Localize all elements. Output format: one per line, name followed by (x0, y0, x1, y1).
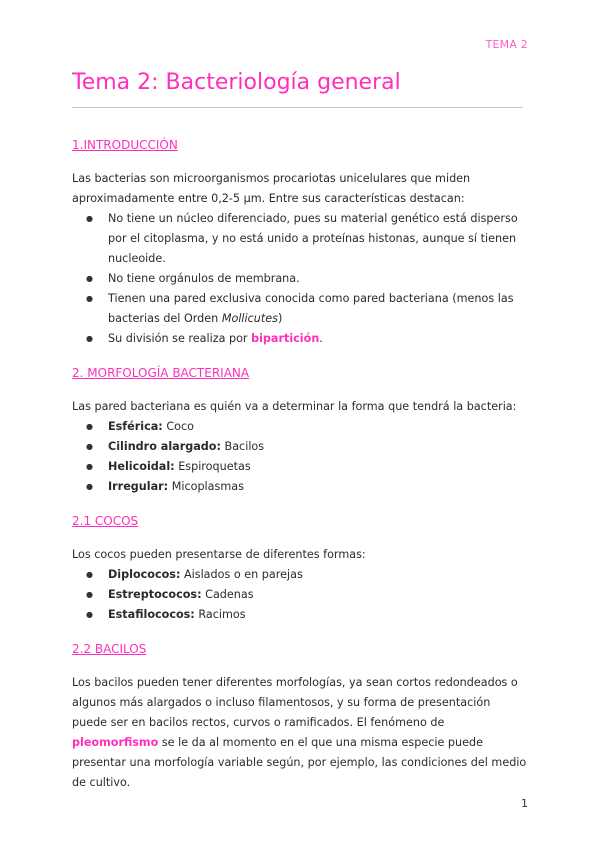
list-item (72, 437, 527, 457)
list-item-term: Esférica: (108, 420, 163, 433)
list-item-text: Tienen una pared exclusiva conocida como pared bacteriana (menos las bacterias del Orden (108, 292, 514, 325)
list-item-text: Cadenas (201, 588, 254, 601)
list-item-term: Helicoidal: (108, 460, 175, 473)
list-item-text: Aislados o en parejas (180, 568, 303, 581)
bacilos-paragraph (72, 673, 527, 793)
intro-bullet-list (72, 209, 527, 349)
page-number: 1 (521, 797, 528, 810)
list-item-term: Cilindro alargado: (108, 440, 221, 453)
list-item-term: Estafilococos: (108, 608, 195, 621)
intro-paragraph: Las bacterias son microorganismos procariotas unicelulares que miden aproximadamente entre 0,2-5 µm. Entre sus características destacan: (72, 172, 471, 205)
header-tag: TEMA 2 (485, 38, 528, 51)
list-item-text: Coco (162, 420, 194, 433)
section-heading-cocos: 2.1 COCOS (72, 514, 139, 528)
list-item-text: . (319, 332, 323, 345)
list-item-italic: Mollicutes (221, 312, 278, 325)
highlight-term: bipartición (251, 332, 320, 345)
section-heading-bacilos: 2.2 BACILOS (72, 642, 147, 656)
list-item-text: Racimos (194, 608, 246, 621)
paragraph-text: Los bacilos pueden tener diferentes morfologías, ya sean cortos redondeados o algunos más alargados o incluso filamentosos, y su forma de presentación puede ser en bacilos rectos, curvos o ramificados. El fenómeno de (72, 676, 518, 729)
list-item (72, 457, 527, 477)
list-item-text: Su división se realiza por (108, 332, 252, 345)
list-item-term: Estreptococos: (108, 588, 202, 601)
highlight-term: pleomorfismo (72, 736, 159, 749)
list-item-text: Micoplasmas (168, 480, 244, 493)
list-item (72, 605, 527, 625)
list-item: ● No tiene un núcleo diferenciado, pues su material genético está disperso por el citoplasma, y no está unido a proteínas histonas, aunque sí tienen nucleoide. (72, 209, 527, 269)
cocos-paragraph: Los cocos pueden presentarse de diferentes formas: (72, 548, 366, 561)
list-item-text: ) (278, 312, 283, 325)
list-item-term: Irregular: (108, 480, 169, 493)
cocos-bullet-list (72, 565, 527, 625)
morfologia-bullet-list (72, 417, 527, 497)
list-item (72, 289, 527, 329)
list-item (72, 417, 527, 437)
list-item (72, 477, 527, 497)
list-item (72, 585, 527, 605)
list-item-text: Espiroquetas (174, 460, 251, 473)
list-item-term: Diplococos: (108, 568, 181, 581)
list-item (72, 329, 527, 349)
section-heading-introduccion: 1.INTRODUCCIÓN (72, 138, 178, 152)
title-divider (72, 107, 523, 108)
list-item (72, 565, 527, 585)
section-heading-morfologia: 2. MORFOLOGÍA BACTERIANA (72, 366, 250, 380)
list-item: ● No tiene orgánulos de membrana. (72, 269, 527, 289)
paragraph-text: se le da al momento en el que una misma especie puede presentar una morfología variable según, por ejemplo, las condiciones del medio de cultivo. (72, 736, 527, 789)
morfologia-paragraph: Las pared bacteriana es quién va a determinar la forma que tendrá la bacteria: (72, 400, 517, 413)
document-body (72, 135, 527, 793)
list-item-text: Bacilos (220, 440, 265, 453)
page-title: Tema 2: Bacteriología general (72, 70, 401, 95)
